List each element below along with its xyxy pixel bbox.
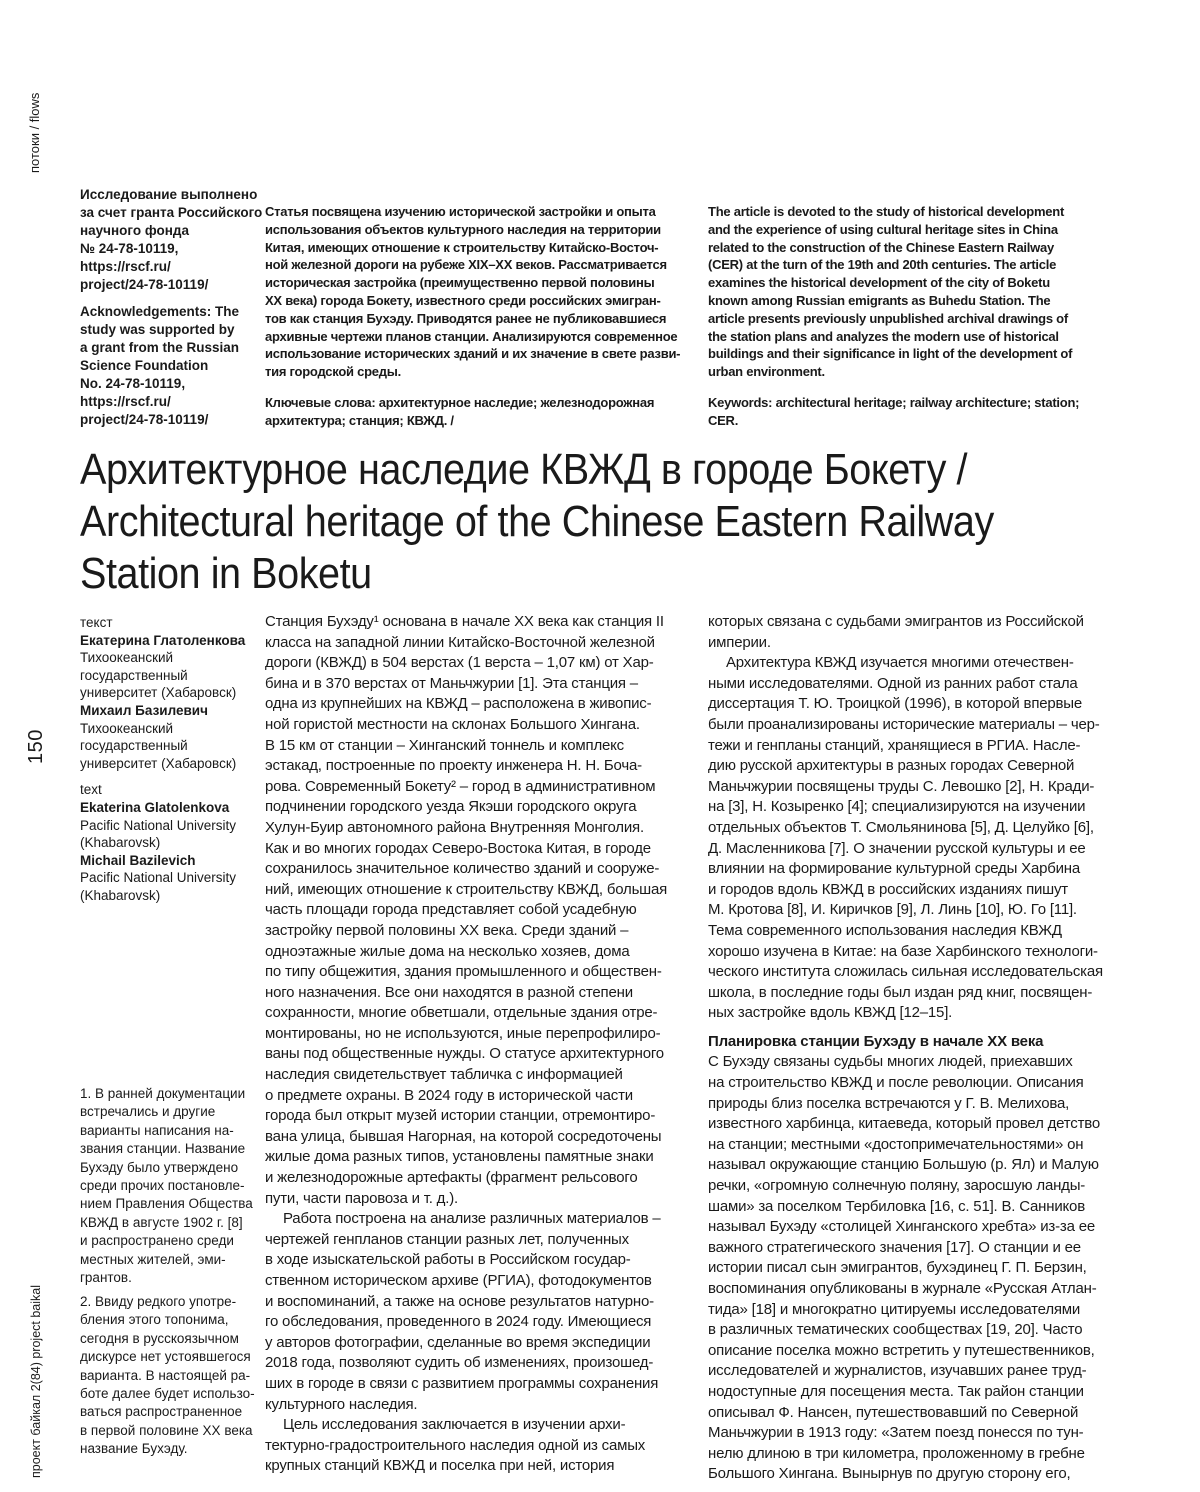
- journal-imprint-label: проект байкал 2(84) project baikal: [29, 1284, 43, 1478]
- author-affiliation: Pacific National University (Khabarovsk): [80, 817, 237, 851]
- authors-en-label: text: [80, 782, 102, 798]
- body-column-2: [708, 612, 1144, 1485]
- abstract-russian: [265, 203, 701, 430]
- paragraph: С Бухэду связаны судьбы многих людей, приехавших на строительство КВЖД и после революции. Описания природы близ поселка встречаются у Г. В. Мелихова, известного харбинца, китаеведа, который провел детство на станции; местными «достопримечательностями» он называл окружающие станцию Большую (р. Ял) и Малую речки, «огромную солнечную поляну, заросшую ланды- шами» за поселком Тербиловка [16, с. 51]. В. Санников называл Бухэду «столицей Хинганского хребта» из-за ее важного стратегического значения [17]. О станции и ее истории писал сын эмигрантов, бухэдинец Г. П. Берзин, воспоминания опубликованы в журнале «Русская Атлан- тида» [18] и многократно цитируемы исследователями в различных тематических сообществах [19, 20]. Часто описание поселка можно встретить у путешественников, исследователей и журналистов, изучавших ранее труд- нодоступные для посещения места. Так район станции описывал Ф. Нансен, путешествовавший по Северной Маньчжурии в 1913 году: «Затем поезд понесся по тун- нелю длиною в три километра, проложенному в гребне Большого Хингана. Вынырнув по другую сторону его,: [708, 1053, 1100, 1483]
- footnote-1: 1. В ранней документации встречались и другие варианты написания на- звания станции. Название Бухэду было утверждено среди прочих постановле- нием Правления Общества КВЖД в августе 1902 г. [8] и распространено среди местных жителей, эми- грантов.: [80, 1086, 253, 1286]
- abstract-english: [708, 203, 1144, 430]
- journal-section-label: потоки / flows: [27, 92, 42, 173]
- authors-russian: [80, 614, 260, 772]
- keywords-english: Keywords: architectural heritage; railway architecture; station; CER.: [708, 394, 1080, 428]
- paragraph: Работа построена на анализе различных материалов – чертежей генпланов станции разных лет, полученных в ходе изыскательской работы в Российском государ- ственном историческом архиве (РГИА), фотодокументов и воспоминаний, а также на основе результатов натурно- го обследования, проведенного в 2024 году. Имеющиеся у авторов фотографии, сделанные во время экспедиции 2018 года, позволяют судить об изменениях, произошед- ших в городе в связи с развитием программы сохранения культурного наследия.: [265, 1210, 661, 1413]
- page-number: 150: [25, 729, 47, 764]
- abstract-russian-text: Статья посвящена изучению исторической застройки и опыта использования объектов культурного наследия на территории Китая, имеющих отношение к строительству Китайско-Восточ- ной железной дороги на рубеже XIX–XX веков. Рассматривается историческая застройка (преимущественно первой половины XX века) города Бокету, известного среди российских эмигран- тов как станция Бухэду. Приводятся ранее не публиковавшиеся архивные чертежи планов станции. Анализируются современное использование исторических зданий и их значение в свете разви- тия городской среды.: [265, 204, 681, 380]
- keywords-russian: Ключевые слова: архитектурное наследие; железнодорожная архитектура; станция; КВЖД. /: [265, 394, 655, 428]
- section-heading: Планировка станции Бухэду в начале XX века: [708, 1032, 1044, 1050]
- paragraph: которых связана с судьбами эмигрантов из Российской империи.: [708, 613, 1084, 651]
- author-name: Екатерина Глатоленкова: [80, 632, 246, 648]
- body-column-1: [265, 612, 701, 1477]
- author-affiliation: Тихоокеанский государственный университет (Хабаровск): [80, 720, 237, 771]
- author-name: Ekaterina Glatolenkova: [80, 799, 230, 815]
- acknowledgements-en: Acknowledgements: The study was supported by a grant from the Russian Science Foundation No. 24-78-10119, https://rscf.ru/ project/24-78-10119/: [80, 304, 240, 427]
- acknowledgements-ru: Исследование выполнено за счет гранта Российского научного фонда № 24-78-10119, https://rscf.ru/ project/24-78-10119/: [80, 187, 263, 292]
- authors-ru-label: текст: [80, 615, 113, 630]
- article-title: Архитектурное наследие КВЖД в городе Бокету / Architectural heritage of the Chinese Eastern Railway Station in Boketu: [80, 445, 994, 598]
- paragraph: Цель исследования заключается в изучении архи- тектурно-градостроительного наследия одной из самых крупных станций КВЖД и поселка при ней, история: [265, 1416, 646, 1475]
- authors-english: [80, 781, 260, 904]
- author-affiliation: Pacific National University (Khabarovsk): [80, 870, 237, 903]
- acknowledgements-block: [80, 186, 263, 429]
- abstract-english-text: The article is devoted to the study of historical development and the experience of using cultural heritage sites in China related to the construction of the Chinese Eastern Railway (CER) at the turn of the 19th and 20th centuries. The article examines the historical development of the city of Boketu known among Russian emigrants as Buhedu Station. The article presents previously unpublished archival drawings of the station plans and analyzes the modern use of historical buildings and their significance in light of the development of urban environment.: [708, 204, 1073, 380]
- authors-block: [80, 614, 260, 905]
- footnote-2: 2. Ввиду редкого употре- бления этого топонима, сегодня в русскоязычном дискурсе нет устоявшегося варианта. В настоящей ра- боте далее будет использо- ваться распространенное в первой половине XX века название Бухэду.: [80, 1294, 255, 1457]
- author-name: Michail Bazilevich: [80, 852, 196, 868]
- author-affiliation: Тихоокеанский государственный университет (Хабаровск): [80, 650, 237, 701]
- author-name: Михаил Базилевич: [80, 702, 208, 718]
- paragraph: Станция Бухэду¹ основана в начале XX века как станция II класса на западной линии Китайско-Восточной железной дороги (КВЖД) в 504 верстах (1 верста – 1,07 км) от Хар- бина и в 370 верстах от Маньчжурии [1]. Эта станция – одна из крупнейших на КВЖД – расположена в живопис- ной гористой местности на склонах Большого Хингана. В 15 км от станции – Хинганский тоннель и комплекс эстакад, построенные по проекту инженера Н. Н. Боча- рова. Современный Бокету² – город в административном подчинении городского уезда Якэши городского округа Хулун-Буир автономного района Внутренняя Монголия. Как и во многих городах Северо-Востока Китая, в городе сохранилось значительное количество зданий и сооруже- ний, имеющих отношение к строительству КВЖД, большая часть площади города представляет собой усадебную застройку первой половины XX века. Среди зданий – одноэтажные жилые дома на несколько хозяев, дома по типу общежития, здания промышленного и обществен- ного назначения. Все они находятся в разной степени сохранности, многие обветшали, отдельные здания отре- монтированы, но не используются, иные перепрофилиро- ваны под общественные нужды. О статусе архитектурного наследия свидетельствует табличка с информацией о предмете охраны. В 2024 году в исторической части города был открыт музей истории станции, отремонтиро- вана улица, бывшая Нагорная, на которой сосредоточены жилые дома разных типов, установлены памятные знаки и железнодорожные артефакты (фрагмент рельсового пути, части паровоза и т. д.).: [265, 613, 668, 1207]
- paragraph: Архитектура КВЖД изучается многими отечествен- ными исследователями. Одной из ранних работ стала диссертация Т. Ю. Троицкой (1996), в которой впервые были проанализированы исторические материалы – чер- тежи и генпланы станций, хранящиеся в РГИА. Насле- дию русской архитектуры в разных городах Северной Маньчжурии посвящены труды С. Левошко [2], Н. Кради- на [3], Н. Козыренко [4]; специализируются на изучении отдельных объектов Т. Смольянинова [5], Д. Целуйко [6], Д. Масленникова [7]. О значении русской культуры и ее влиянии на формирование культурной среды Харбина и городов вдоль КВЖД в российских изданиях пишут М. Кротова [8], И. Киричков [9], Л. Линь [10], Ю. Го [11]. Тема современного использования наследия КВЖД хорошо изучена в Китае: на базе Харбинского технологи- ческого института сложилась сильная исследовательская школа, в последние годы был издан ряд книг, посвящен- ных застройке вдоль КВЖД [12–15].: [708, 654, 1103, 1022]
